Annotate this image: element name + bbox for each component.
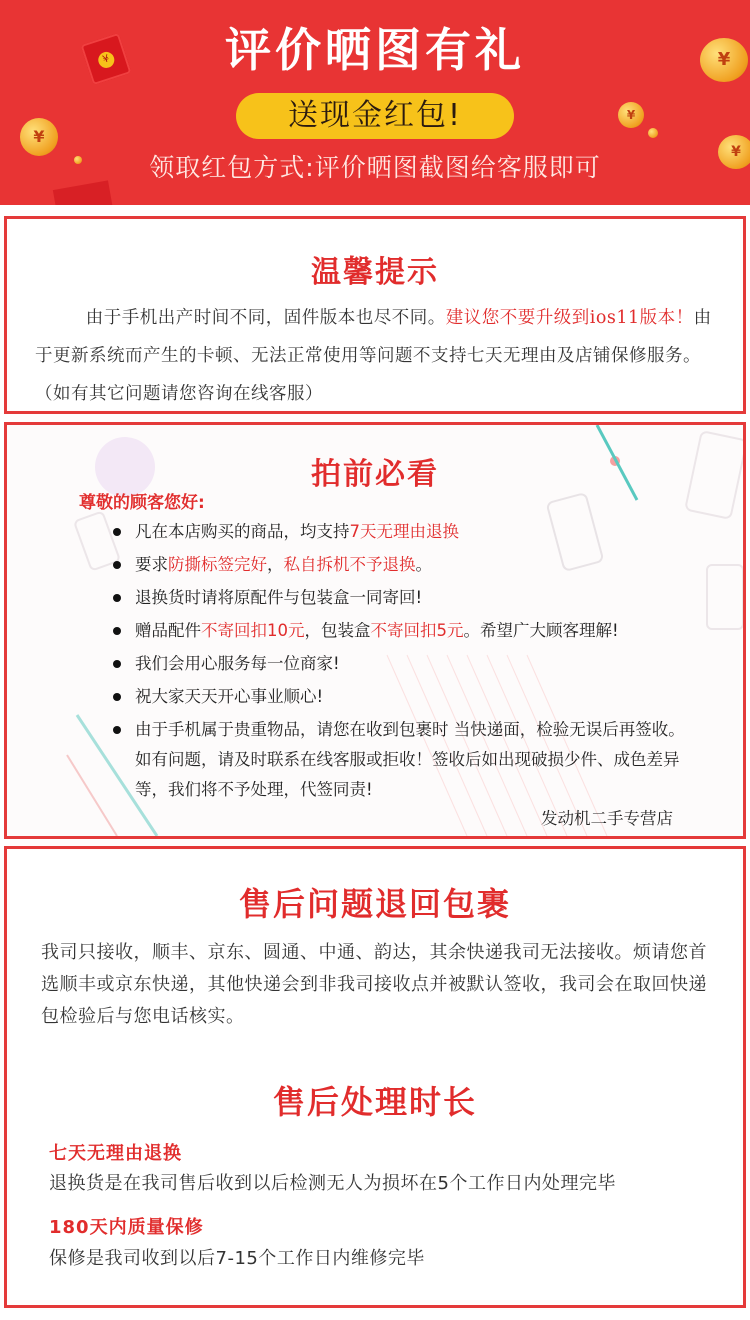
warranty-title: 180天内质量保修 (49, 1217, 204, 1238)
seven-day-return-title: 七天无理由退换 (49, 1143, 182, 1164)
coin-dot-icon (648, 128, 658, 138)
list-item: 由于手机属于贵重物品，请您在收到包裹时 当快递面，检验无误后再签收。 如有问题，请及时联系在线客服或拒收！签收后如出现破损少件、成色差异等，我们将不予处理，代签同责! (135, 715, 695, 805)
after-sale-section (4, 846, 746, 1308)
tips-warning: 建议您不要升级到ios11版本！ (445, 308, 694, 328)
list-item: 祝大家天天开心事业顺心! (135, 682, 695, 712)
notice-title: 拍前必看 (311, 457, 439, 492)
processing-time-title: 售后处理时长 (272, 1083, 477, 1121)
list-item: 赠品配件不寄回扣10元，包装盒不寄回扣5元。希望广大顾客理解! (135, 616, 695, 646)
return-package-body: 我司只接收，顺丰、京东、圆通、中通、韵达，其余快递我司无法接收。烦请您首选顺丰或京东快递，其他快递会到非我司接收点并被默认签收，我司会在取回快递包检验后与您电话核实。 (41, 942, 707, 1027)
coin-icon: ¥ (20, 118, 58, 156)
list-item: 凡在本店购买的商品，均支持7天无理由退换 (135, 517, 695, 547)
list-item: 我们会用心服务每一位商家! (135, 649, 695, 679)
warranty-text: 保修是我司收到以后7-15个工作日内维修完毕 (49, 1248, 425, 1269)
banner-title: 评价晒图有礼 (225, 23, 525, 77)
list-item: 要求防撕标签完好，私自拆机不予退换。 (135, 550, 695, 580)
coin-icon: ¥ (618, 102, 644, 128)
red-card-decoration (53, 180, 113, 205)
promo-banner (0, 0, 750, 205)
seven-day-return-text: 退换货是在我司售后收到以后检测无人为损坏在5个工作日内处理完毕 (49, 1173, 616, 1194)
read-before-purchase-section (4, 422, 746, 839)
return-package-title: 售后问题退回包裹 (238, 885, 511, 923)
store-signature: 发动机二手专营店 (541, 809, 673, 828)
list-item: 退换货时请将原配件与包装盒一同寄回! (135, 583, 695, 613)
tips-body (35, 299, 727, 413)
notice-greeting: 尊敬的顾客您好: (79, 493, 205, 513)
banner-subtitle: 领取红包方式:评价晒图截图给客服即可 (149, 153, 601, 182)
tips-title: 温馨提示 (311, 255, 439, 290)
notice-list (135, 517, 695, 808)
warm-tips-section (4, 216, 746, 414)
tips-text-1: 由于手机出产时间不同，固件版本也尽不同。 (85, 308, 446, 328)
tips-text-2: 由于更新系统而产生的卡顿、无法正常使用等问题不支持七天无理由及店铺保修服务。（如有其它问题请您咨询在线客服） (35, 308, 712, 404)
coin-icon: ¥ (718, 135, 750, 169)
cash-reward-pill: 送现金红包! (236, 93, 514, 139)
red-envelope-icon: ¥ (80, 33, 131, 85)
coin-icon: ¥ (700, 38, 748, 82)
